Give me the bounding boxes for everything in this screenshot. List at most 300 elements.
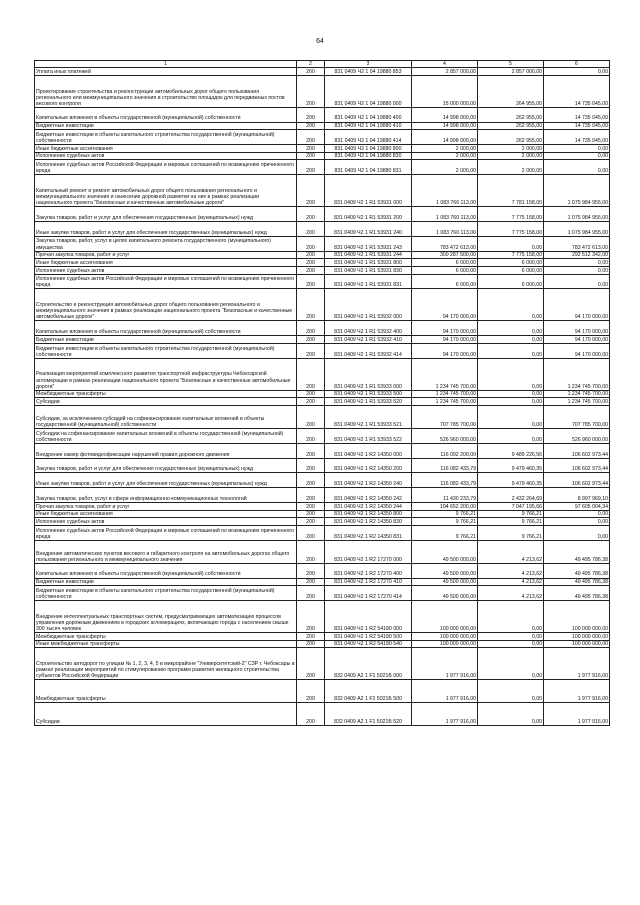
column-header: 1 [35, 61, 297, 68]
row-code-cell: 831 0409 Ч2 1 R1 53933 521 [325, 406, 412, 429]
row-col4-cell: 6 000,00 [412, 259, 478, 267]
row-code-cell: 831 0409 Ч2 1 R2 54180 540 [325, 640, 412, 648]
row-name-cell: Уплата иных платежей [35, 68, 297, 76]
row-col6-cell: 106 602 973,44 [544, 443, 610, 458]
table-row [35, 152, 610, 160]
row-code-cell: 831 0409 Ч2 1 R1 53931 240 [325, 222, 412, 237]
row-name-cell: Закупка товаров, работ и услуг для обеспечения государственных (муниципальных) нужд [35, 458, 297, 473]
row-code-cell: 831 0409 Ч2 1 R1 53932 410 [325, 336, 412, 344]
table-row [35, 390, 610, 398]
row-name-cell: Строительство автодорог по улицам № 1, 2, 3, 4, 5 в микрорайоне "Университетский-2" СЗР г. Чебоксары в рамках реализации мероприятий по стимулированию программ развития жилищного строительства субъектов Российской Федерации [35, 648, 297, 680]
row-group-cell: 200 [297, 145, 325, 153]
row-group-cell: 200 [297, 251, 325, 259]
row-group-cell: 200 [297, 398, 325, 406]
row-name-cell: Бюджетные инвестиции [35, 122, 297, 130]
row-col4-cell: 783 472 613,00 [412, 236, 478, 251]
row-col4-cell: 49 500 000,00 [412, 563, 478, 578]
row-group-cell: 200 [297, 289, 325, 321]
row-col5-cell: 0,00 [478, 406, 544, 429]
row-col6-cell: 526 960 000,00 [544, 429, 610, 444]
row-col4-cell: 1 083 766 113,00 [412, 175, 478, 207]
row-group-cell: 200 [297, 510, 325, 518]
row-col5-cell: 0,00 [478, 398, 544, 406]
table-row [35, 703, 610, 726]
row-code-cell: 831 0409 Ч2 1 R1 53931 800 [325, 259, 412, 267]
row-code-cell: 831 0409 Ч2 1 R1 53931 830 [325, 267, 412, 275]
table-row [35, 458, 610, 473]
row-col4-cell: 6 000,00 [412, 267, 478, 275]
row-name-cell: Иные межбюджетные трансферты [35, 640, 297, 648]
row-group-cell: 200 [297, 488, 325, 503]
row-col5-cell: 7 775 158,00 [478, 222, 544, 237]
table-row [35, 680, 610, 703]
row-group-cell: 200 [297, 578, 325, 586]
row-group-cell: 200 [297, 336, 325, 344]
row-group-cell: 200 [297, 563, 325, 578]
row-code-cell: 831 0409 Ч2 1 04 19880 830 [325, 152, 412, 160]
row-group-cell: 200 [297, 175, 325, 207]
row-col4-cell: 94 170 000,00 [412, 343, 478, 358]
row-name-cell: Проектирование строительства и реконструкции автомобильных дорог общего пользования регионального или межмуниципального значения и строительство площадок для передвижных постов весового контроля [35, 75, 297, 107]
row-col6-cell: 707 785 700,00 [544, 406, 610, 429]
row-name-cell: Капитальные вложения в объекты государственной (муниципальной) собственности [35, 321, 297, 336]
row-col6-cell: 1 075 984 955,00 [544, 207, 610, 222]
row-col4-cell: 1 234 745 700,00 [412, 358, 478, 390]
table-row [35, 122, 610, 130]
row-col5-cell: 6 000,00 [478, 274, 544, 289]
row-name-cell: Бюджетные инвестиции [35, 336, 297, 344]
row-col5-cell: 4 213,62 [478, 540, 544, 563]
page-number: 64 [316, 38, 324, 45]
row-col6-cell: 106 602 973,44 [544, 458, 610, 473]
row-col5-cell: 7 775 158,00 [478, 251, 544, 259]
row-name-cell: Исполнение судебных актов [35, 267, 297, 275]
row-col4-cell: 707 785 700,00 [412, 406, 478, 429]
table-row [35, 259, 610, 267]
row-col4-cell: 116 092 200,00 [412, 443, 478, 458]
row-col5-cell: 7 047 195,66 [478, 503, 544, 511]
row-col5-cell: 7 781 158,00 [478, 175, 544, 207]
row-name-cell: Прочая закупка товаров, работ и услуг [35, 503, 297, 511]
row-name-cell: Бюджетные инвестиции в объекты капитального строительства государственной (муниципальной) собственности [35, 343, 297, 358]
table-row [35, 518, 610, 526]
row-col6-cell: 1 234 745 700,00 [544, 390, 610, 398]
table-row [35, 601, 610, 633]
row-col4-cell: 116 082 433,79 [412, 473, 478, 488]
row-col5-cell: 262 955,00 [478, 130, 544, 145]
row-name-cell: Субсидии, за исключением субсидий на софинансирование капитальных вложений в объекты государственной (муниципальной) собственности [35, 406, 297, 429]
row-col6-cell: 49 495 786,38 [544, 578, 610, 586]
row-name-cell: Капитальные вложения в объекты государственной (муниципальной) собственности [35, 563, 297, 578]
row-col5-cell: 0,00 [478, 633, 544, 641]
table-row [35, 274, 610, 289]
table-row [35, 358, 610, 390]
row-group-cell: 200 [297, 107, 325, 122]
row-col4-cell: 15 000 000,00 [412, 75, 478, 107]
row-name-cell: Межбюджетные трансферты [35, 633, 297, 641]
row-name-cell: Иные бюджетные ассигнования [35, 259, 297, 267]
row-col4-cell: 9 766,21 [412, 518, 478, 526]
row-group-cell: 200 [297, 406, 325, 429]
row-col4-cell: 14 998 000,00 [412, 130, 478, 145]
row-col5-cell: 0,00 [478, 321, 544, 336]
row-code-cell: 831 0409 Ч2 1 R1 53932 414 [325, 343, 412, 358]
row-name-cell: Внедрение интеллектуальных транспортных систем, предусматривающих автоматизацию процессов управления дорожным движением в городских агломерациях, включающих города с населением свыше 300 тысяч человек [35, 601, 297, 633]
column-header: 5 [478, 61, 544, 68]
row-col6-cell: 100 000 000,00 [544, 633, 610, 641]
table-row [35, 267, 610, 275]
row-col5-cell: 6 000,00 [478, 267, 544, 275]
row-col6-cell: 0,00 [544, 274, 610, 289]
row-name-cell: Прочая закупка товаров, работ и услуг [35, 251, 297, 259]
row-col6-cell: 100 000 000,00 [544, 640, 610, 648]
row-col4-cell: 104 652 200,00 [412, 503, 478, 511]
row-col6-cell: 94 170 000,00 [544, 321, 610, 336]
row-group-cell: 200 [297, 207, 325, 222]
row-name-cell: Реализация мероприятий комплексного развития транспортной инфраструктуры Чебоксарской агломерации в рамках реализации национального проекта "Безопасные и качественные автомобильные дороги" [35, 358, 297, 390]
row-col4-cell: 1 977 916,00 [412, 703, 478, 726]
row-group-cell: 200 [297, 473, 325, 488]
row-col5-cell: 0,00 [478, 289, 544, 321]
row-name-cell: Внедрение камер фотовидеофиксации нарушений правил дорожного движения [35, 443, 297, 458]
row-col6-cell: 14 735 045,00 [544, 130, 610, 145]
row-col6-cell: 1 977 916,00 [544, 680, 610, 703]
row-code-cell: 831 0409 Ч2 1 04 19880 831 [325, 160, 412, 175]
table-body [35, 68, 610, 726]
row-col4-cell: 300 287 500,00 [412, 251, 478, 259]
table-row [35, 563, 610, 578]
row-col5-cell: 0,00 [478, 236, 544, 251]
table-row [35, 633, 610, 641]
row-group-cell: 200 [297, 648, 325, 680]
table-row [35, 488, 610, 503]
row-col4-cell: 100 000 000,00 [412, 633, 478, 641]
row-col5-cell: 2 000,00 [478, 145, 544, 153]
row-col4-cell: 14 998 000,00 [412, 107, 478, 122]
row-col6-cell: 94 170 000,00 [544, 336, 610, 344]
row-col5-cell: 0,00 [478, 680, 544, 703]
table-row [35, 640, 610, 648]
row-col4-cell: 49 500 000,00 [412, 586, 478, 601]
row-name-cell: Субсидии на софинансирование капитальных вложений в объекты государственной (муниципальной) собственности [35, 429, 297, 444]
row-group-cell: 200 [297, 443, 325, 458]
row-code-cell: 831 0409 Ч2 1 R1 53931 000 [325, 175, 412, 207]
row-code-cell: 831 0409 Ч2 1 R2 17270 000 [325, 540, 412, 563]
table-row [35, 443, 610, 458]
row-col6-cell: 100 000 000,00 [544, 601, 610, 633]
row-group-cell: 200 [297, 703, 325, 726]
row-group-cell: 200 [297, 526, 325, 541]
row-col6-cell: 49 495 786,38 [544, 540, 610, 563]
row-col4-cell: 1 234 745 700,00 [412, 390, 478, 398]
table-row [35, 321, 610, 336]
row-col6-cell: 1 234 745 700,00 [544, 358, 610, 390]
column-header: 3 [325, 61, 412, 68]
row-code-cell: 832 0409 А2 1 F1 5021Б 520 [325, 703, 412, 726]
row-col4-cell: 94 170 000,00 [412, 336, 478, 344]
header-row [35, 61, 610, 68]
table-row [35, 540, 610, 563]
row-code-cell: 831 0409 Ч2 1 R2 14350 000 [325, 443, 412, 458]
row-code-cell: 832 0409 А2 1 F1 5021Б 500 [325, 680, 412, 703]
row-code-cell: 831 0409 Ч2 1 R2 14350 831 [325, 526, 412, 541]
row-group-cell: 200 [297, 601, 325, 633]
row-col6-cell: 0,00 [544, 267, 610, 275]
row-col4-cell: 100 000 000,00 [412, 640, 478, 648]
row-col5-cell: 9 479 460,35 [478, 473, 544, 488]
row-col4-cell: 49 500 000,00 [412, 578, 478, 586]
table-row [35, 289, 610, 321]
row-col6-cell: 94 170 000,00 [544, 289, 610, 321]
row-group-cell: 200 [297, 75, 325, 107]
row-col5-cell: 9 479 460,35 [478, 458, 544, 473]
row-col6-cell: 1 977 916,00 [544, 648, 610, 680]
row-col6-cell: 106 602 973,44 [544, 473, 610, 488]
row-col5-cell: 0,00 [478, 390, 544, 398]
row-col6-cell: 1 977 916,00 [544, 703, 610, 726]
row-code-cell: 831 0409 Ч2 1 04 19880 400 [325, 107, 412, 122]
row-name-cell: Исполнение судебных актов [35, 518, 297, 526]
row-name-cell: Закупка товаров, работ, услуг в сфере информационно-коммуникационных технологий [35, 488, 297, 503]
row-col4-cell: 11 430 233,79 [412, 488, 478, 503]
row-col5-cell: 6 000,00 [478, 259, 544, 267]
row-group-cell: 200 [297, 274, 325, 289]
row-col6-cell: 0,00 [544, 160, 610, 175]
row-code-cell: 831 0409 Ч2 1 R2 17270 414 [325, 586, 412, 601]
row-code-cell: 831 0409 Ч2 1 04 19880 414 [325, 130, 412, 145]
row-col4-cell: 9 766,21 [412, 526, 478, 541]
row-group-cell: 200 [297, 586, 325, 601]
row-col6-cell: 1 075 984 955,00 [544, 175, 610, 207]
row-group-cell: 200 [297, 540, 325, 563]
row-col4-cell: 2 000,00 [412, 145, 478, 153]
row-col6-cell: 49 495 786,38 [544, 563, 610, 578]
row-col4-cell: 1 977 916,00 [412, 680, 478, 703]
row-group-cell: 200 [297, 68, 325, 76]
table-row [35, 75, 610, 107]
row-name-cell: Иные закупки товаров, работ и услуг для обеспечения государственных (муниципальных) нужд [35, 473, 297, 488]
table-row [35, 107, 610, 122]
row-group-cell: 200 [297, 518, 325, 526]
table-row [35, 586, 610, 601]
table-row [35, 336, 610, 344]
row-name-cell: Иные бюджетные ассигнования [35, 145, 297, 153]
row-col6-cell: 0,00 [544, 518, 610, 526]
row-col4-cell: 1 234 745 700,00 [412, 398, 478, 406]
row-col4-cell: 1 083 760 113,00 [412, 207, 478, 222]
row-name-cell: Исполнение судебных актов [35, 152, 297, 160]
row-col4-cell: 2 000,00 [412, 152, 478, 160]
row-col5-cell: 9 766,21 [478, 510, 544, 518]
row-name-cell: Межбюджетные трансферты [35, 390, 297, 398]
row-col4-cell: 526 960 000,00 [412, 429, 478, 444]
row-code-cell: 831 0409 Ч2 1 04 19880 800 [325, 145, 412, 153]
row-col6-cell: 14 735 045,00 [544, 75, 610, 107]
row-name-cell: Закупка товаров, работ и услуг для обеспечения государственных (муниципальных) нужд [35, 207, 297, 222]
row-col4-cell: 100 000 000,00 [412, 601, 478, 633]
row-col4-cell: 1 977 916,00 [412, 648, 478, 680]
row-name-cell: Исполнение судебных актов Российской Федерации и мировых соглашений по возмещению причиненного вреда [35, 160, 297, 175]
row-col5-cell: 2 857 000,00 [478, 68, 544, 76]
table-row [35, 251, 610, 259]
row-code-cell: 831 0409 Ч2 1 R1 53933 522 [325, 429, 412, 444]
row-code-cell: 831 0409 Ч2 1 04 19880 000 [325, 75, 412, 107]
row-col5-cell: 0,00 [478, 601, 544, 633]
row-code-cell: 831 0409 Ч2 1 R1 53932 000 [325, 289, 412, 321]
row-col5-cell: 7 775 158,00 [478, 207, 544, 222]
row-group-cell: 200 [297, 429, 325, 444]
row-col5-cell: 4 213,62 [478, 578, 544, 586]
row-col5-cell: 0,00 [478, 640, 544, 648]
row-code-cell: 831 0409 Ч2 1 R2 17270 400 [325, 563, 412, 578]
row-group-cell: 200 [297, 130, 325, 145]
row-group-cell: 200 [297, 503, 325, 511]
row-code-cell: 831 0409 Ч2 1 R2 14350 244 [325, 503, 412, 511]
table-row [35, 68, 610, 76]
row-group-cell: 200 [297, 267, 325, 275]
table-row [35, 429, 610, 444]
row-col4-cell: 2 000,00 [412, 160, 478, 175]
row-col5-cell: 262 955,00 [478, 107, 544, 122]
row-code-cell: 831 0409 Ч2 1 R2 54180 000 [325, 601, 412, 633]
row-col5-cell: 264 955,00 [478, 75, 544, 107]
row-col4-cell: 2 857 000,00 [412, 68, 478, 76]
row-col5-cell: 9 766,21 [478, 518, 544, 526]
row-col6-cell: 0,00 [544, 145, 610, 153]
table-row [35, 578, 610, 586]
row-name-cell: Субсидии [35, 703, 297, 726]
row-code-cell: 831 0409 Ч2 1 R1 53931 243 [325, 236, 412, 251]
row-code-cell: 831 0409 Ч2 1 R1 53933 000 [325, 358, 412, 390]
table-row [35, 222, 610, 237]
row-code-cell: 831 0409 Ч2 1 R2 17270 410 [325, 578, 412, 586]
row-col5-cell: 4 213,62 [478, 563, 544, 578]
row-col5-cell: 0,00 [478, 703, 544, 726]
budget-table [34, 60, 610, 726]
row-col5-cell: 2 432 264,69 [478, 488, 544, 503]
row-col6-cell: 0,00 [544, 510, 610, 518]
row-name-cell: Капитальный ремонт и ремонт автомобильных дорог общего пользования регионального и межмуниципального значения и нанесение дорожной разметки на них в рамках реализации национального проекта "Безопасные и качественные автомобильные дороги" [35, 175, 297, 207]
row-code-cell: 831 0409 Ч2 1 R2 14350 800 [325, 510, 412, 518]
row-code-cell: 831 0409 Ч2 1 04 19880 853 [325, 68, 412, 76]
row-group-cell: 200 [297, 321, 325, 336]
row-col4-cell: 94 170 000,00 [412, 289, 478, 321]
row-group-cell: 200 [297, 640, 325, 648]
table-row [35, 160, 610, 175]
row-name-cell: Иные бюджетные ассигнования [35, 510, 297, 518]
table-row [35, 510, 610, 518]
table-row [35, 130, 610, 145]
row-col6-cell: 0,00 [544, 152, 610, 160]
row-col6-cell: 783 472 613,00 [544, 236, 610, 251]
row-col6-cell: 49 495 786,38 [544, 586, 610, 601]
row-group-cell: 200 [297, 358, 325, 390]
row-name-cell: Исполнение судебных актов Российской Федерации и мировых соглашений по возмещению причиненного вреда [35, 274, 297, 289]
row-col4-cell: 6 000,00 [412, 274, 478, 289]
row-group-cell: 200 [297, 633, 325, 641]
row-group-cell: 200 [297, 458, 325, 473]
table-row [35, 503, 610, 511]
row-col6-cell: 8 997 969,10 [544, 488, 610, 503]
row-code-cell: 831 0409 Ч2 1 R2 14350 242 [325, 488, 412, 503]
table-row [35, 406, 610, 429]
row-col6-cell: 1 234 745 700,00 [544, 398, 610, 406]
table-row [35, 207, 610, 222]
row-name-cell: Бюджетные инвестиции в объекты капитального строительства государственной (муниципальной) собственности [35, 130, 297, 145]
row-code-cell: 831 0409 Ч2 1 R2 54180 500 [325, 633, 412, 641]
row-code-cell: 831 0409 Ч2 1 R1 53931 831 [325, 274, 412, 289]
row-group-cell: 200 [297, 680, 325, 703]
row-group-cell: 200 [297, 236, 325, 251]
row-code-cell: 831 0409 Ч2 1 R2 14350 240 [325, 473, 412, 488]
row-group-cell: 200 [297, 222, 325, 237]
row-code-cell: 831 0409 Ч2 1 R2 14350 200 [325, 458, 412, 473]
row-name-cell: Иные закупки товаров, работ и услуг для обеспечения государственных (муниципальных) нужд [35, 222, 297, 237]
row-col6-cell: 0,00 [544, 259, 610, 267]
row-col6-cell: 14 735 045,00 [544, 122, 610, 130]
row-name-cell: Исполнение судебных актов Российской Федерации и мировых соглашений по возмещению причиненного вреда [35, 526, 297, 541]
row-group-cell: 200 [297, 390, 325, 398]
row-col6-cell: 94 170 000,00 [544, 343, 610, 358]
row-group-cell: 200 [297, 152, 325, 160]
table-row [35, 398, 610, 406]
row-name-cell: Капитальные вложения в объекты государственной (муниципальной) собственности [35, 107, 297, 122]
row-col5-cell: 0,00 [478, 336, 544, 344]
row-code-cell: 832 0409 А2 1 F1 5021Б 000 [325, 648, 412, 680]
table-row [35, 473, 610, 488]
table-row [35, 175, 610, 207]
row-col6-cell: 0,00 [544, 68, 610, 76]
row-name-cell: Субсидии [35, 398, 297, 406]
row-code-cell: 831 0409 Ч2 1 R1 53931 244 [325, 251, 412, 259]
table-row [35, 343, 610, 358]
row-name-cell: Строительство и реконструкция автомобильных дорог общего пользования регионального и межмуниципального значения в рамках реализации национального проекта "Безопасные и качественные автомобильные дороги" [35, 289, 297, 321]
row-col6-cell: 292 512 342,00 [544, 251, 610, 259]
row-col4-cell: 94 170 000,00 [412, 321, 478, 336]
row-col4-cell: 116 082 433,79 [412, 458, 478, 473]
row-col5-cell: 9 489 226,56 [478, 443, 544, 458]
row-code-cell: 831 0409 Ч2 1 R1 53931 200 [325, 207, 412, 222]
row-col6-cell: 97 605 004,34 [544, 503, 610, 511]
row-code-cell: 831 0409 Ч2 1 R1 53932 400 [325, 321, 412, 336]
row-code-cell: 831 0409 Ч2 1 04 19880 410 [325, 122, 412, 130]
row-col5-cell: 2 000,00 [478, 152, 544, 160]
table-row [35, 526, 610, 541]
row-group-cell: 200 [297, 122, 325, 130]
row-col5-cell: 2 000,00 [478, 160, 544, 175]
row-col5-cell: 0,00 [478, 343, 544, 358]
table-row [35, 648, 610, 680]
row-name-cell: Внедрение автоматических пунктов весового и габаритного контроля на автомобильных дорогах общего пользования регионального и межмуниципального значения [35, 540, 297, 563]
row-col5-cell: 0,00 [478, 648, 544, 680]
row-group-cell: 200 [297, 160, 325, 175]
column-header: 2 [297, 61, 325, 68]
row-col6-cell: 1 075 984 955,00 [544, 222, 610, 237]
row-col5-cell: 262 955,00 [478, 122, 544, 130]
row-col6-cell: 0,00 [544, 526, 610, 541]
table-row [35, 236, 610, 251]
row-code-cell: 831 0409 Ч2 1 R1 53933 520 [325, 398, 412, 406]
row-name-cell: Бюджетные инвестиции [35, 578, 297, 586]
row-name-cell: Бюджетные инвестиции в объекты капитального строительства государственной (муниципальной) собственности [35, 586, 297, 601]
column-header: 4 [412, 61, 478, 68]
row-col4-cell: 49 500 000,00 [412, 540, 478, 563]
row-col4-cell: 9 766,21 [412, 510, 478, 518]
row-group-cell: 200 [297, 343, 325, 358]
row-col4-cell: 1 083 760 113,00 [412, 222, 478, 237]
row-col4-cell: 14 998 000,00 [412, 122, 478, 130]
row-col5-cell: 0,00 [478, 358, 544, 390]
